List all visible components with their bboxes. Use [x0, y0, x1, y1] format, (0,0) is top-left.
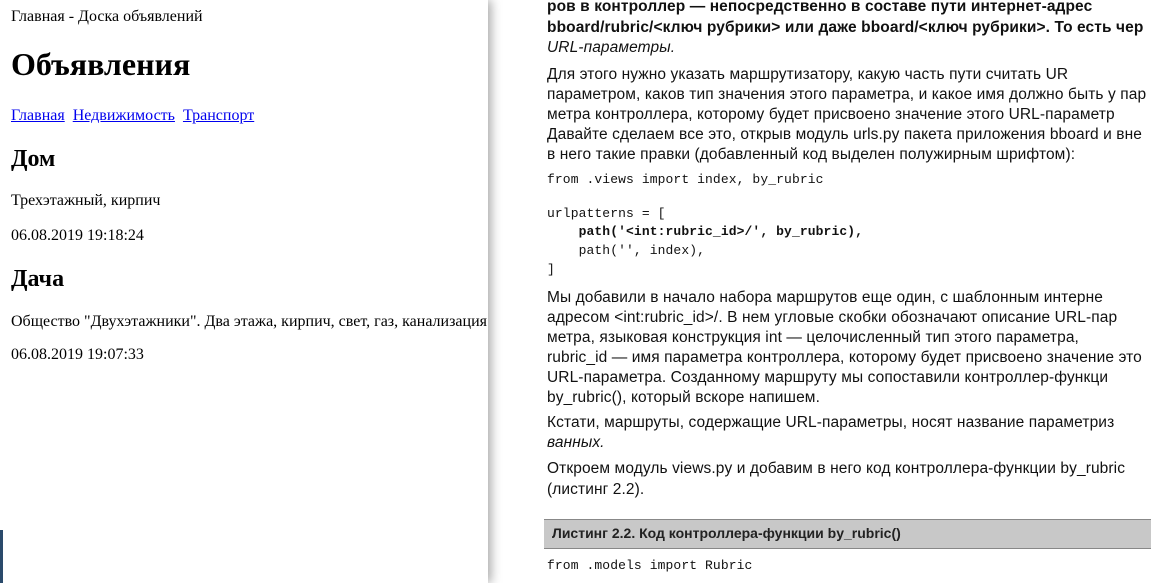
nav-link-home[interactable]: Главная [11, 107, 65, 124]
nav-link-real-estate[interactable]: Недвижимость [72, 107, 175, 124]
book-text-line: Кстати, маршруты, содержащие URL-параметры, носят название параметриз [547, 414, 1115, 431]
code-line: ] [547, 262, 555, 277]
ad-content: Трехэтажный, кирпич [11, 192, 161, 209]
book-text-line: адресом <int:rubric_id>/. В нем угловые скобки обозначают описание URL-пар [547, 309, 1118, 326]
book-text-line: URL-параметры. [547, 39, 676, 56]
book-text-line: (листинг 2.2). [547, 481, 645, 498]
book-text-line: Давайте сделаем все это, открыв модуль urls.py пакета приложения bboard и вне [547, 126, 1142, 143]
site-title: Главная - Доска объявлений [11, 8, 203, 25]
book-text-line: метра, языковая конструкция int — целочисленный тип этого параметра, [547, 329, 1079, 346]
book-text-line: в него такие правки (добавленный код выделен полужирным шрифтом): [547, 146, 1076, 163]
book-text-line: Мы добавили в начало набора маршрутов еще один, с шаблонным интерне [547, 289, 1104, 306]
book-text-line: bboard/rubric/<ключ рубрики> или даже bboard/<ключ рубрики>. То есть чер [547, 19, 1144, 36]
code-line: urlpatterns = [ [547, 206, 666, 221]
ad-item [11, 266, 488, 363]
book-page [488, 0, 1151, 583]
book-text-line: параметром, каков тип значения этого параметра, и какое имя должно быть у пар [547, 86, 1147, 103]
code-line: path('<int:rubric_id>/', by_rubric), [547, 224, 864, 239]
code-line: from .views import index, by_rubric [547, 172, 824, 187]
code-line: path('', index), [547, 243, 706, 258]
book-text-line: Для этого нужно указать маршрутизатору, какую часть пути считать UR [547, 66, 1069, 83]
ad-title: Дача [11, 266, 65, 292]
code-line: from .models import Rubric [547, 558, 753, 573]
rubric-nav [11, 107, 258, 125]
desktop-edge [0, 530, 3, 583]
book-text-line: by_rubric(), который вскоре напишем. [547, 389, 820, 406]
ad-published: 06.08.2019 19:18:24 [11, 227, 144, 244]
book-text-line: rubric_id — имя параметра контроллера, которому будет присвоено значение это [547, 349, 1142, 366]
book-text-line: ров в контроллер — непосредственно в составе пути интернет-адрес [547, 0, 1093, 15]
book-text-line: Откроем модуль views.py и добавим в него код контроллера-функции by_rubric [547, 460, 1126, 477]
page-heading: Объявления [11, 46, 191, 82]
ad-published: 06.08.2019 19:07:33 [11, 346, 144, 363]
book-text-line: URL-параметра. Созданному маршруту мы сопоставили контроллер-функци [547, 369, 1109, 386]
book-text-line: метра контроллера, которому будет присвоено значение этого URL-параметр [547, 106, 1115, 123]
listing-caption-bar [544, 519, 1151, 549]
book-text-line: ванных. [547, 434, 605, 451]
ad-content: Общество "Двухэтажники". Два этажа, кирпич, свет, газ, канализация [11, 313, 488, 330]
ad-title: Дом [11, 146, 56, 172]
listing-caption: Листинг 2.2. Код контроллера-функции by_rubric() [552, 525, 901, 541]
nav-link-transport[interactable]: Транспорт [182, 107, 255, 124]
ad-item [11, 146, 161, 244]
browser-window [0, 0, 488, 583]
